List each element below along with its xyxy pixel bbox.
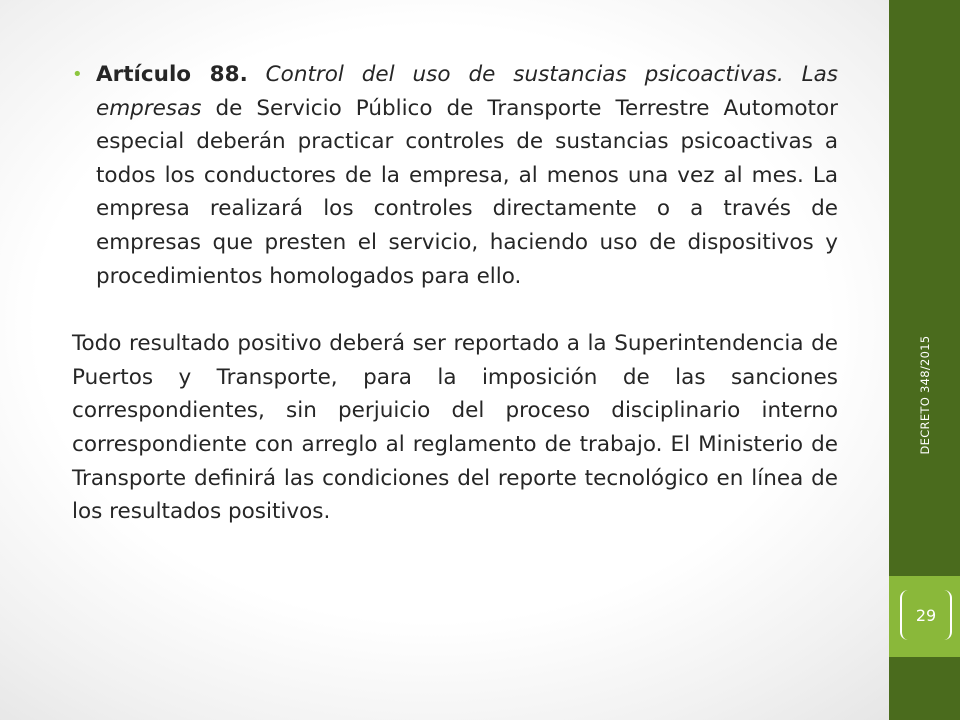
article-paragraph — [72, 58, 838, 293]
slide-content — [72, 58, 838, 529]
article-title: Control del uso de sustancias psicoactivas. Las empresas — [96, 62, 838, 121]
footer-label: DECRETO 348/2015 — [918, 335, 932, 455]
bullet-icon: • — [72, 64, 83, 85]
page-number: 29 — [915, 605, 937, 625]
body-paragraph: Todo resultado positivo deberá ser reportado a la Superintendencia de Puertos y Transporte, para la imposición de las sanciones correspondientes, sin perjuicio del proceso disciplinario interno correspondiente con arreglo al reglamento de trabajo. El Ministerio de Transporte definirá las condiciones del reporte tecnológico en línea de los resultados positivos. — [72, 331, 838, 525]
article-number: Artículo 88. — [96, 62, 248, 87]
article-body: de Servicio Público de Transporte Terrestre Automotor especial deberán practicar controles de sustancias psicoactivas a todos los conductores de la empresa, al menos una vez al mes. La empresa realizará los controles directamente o a través de empresas que presten el servicio, haciendo uso de dispositivos y procedimientos homologados para ello. — [96, 95, 838, 289]
page-number-bracket — [900, 590, 952, 640]
